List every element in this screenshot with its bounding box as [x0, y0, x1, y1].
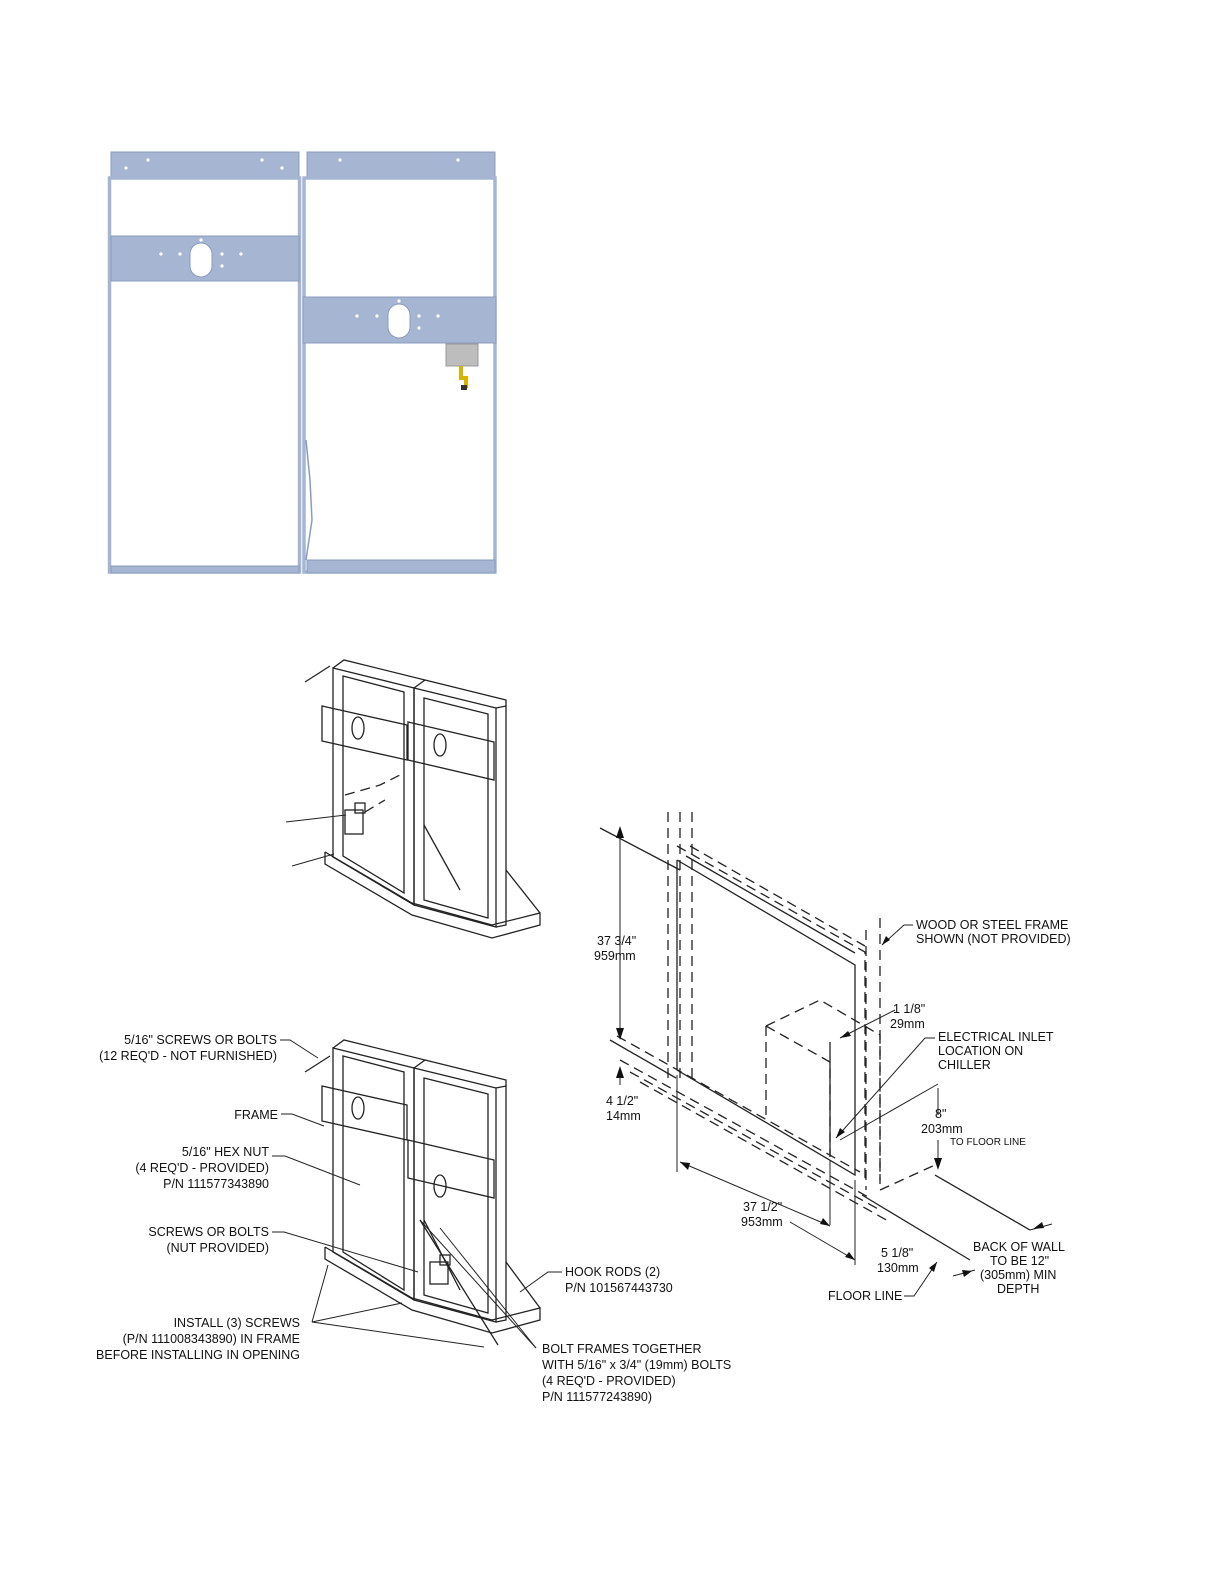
left-frame [110, 152, 300, 573]
hook-rods-pn-label: P/N 101567443730 [565, 1281, 673, 1295]
screws-nut-label: SCREWS OR BOLTS [148, 1225, 269, 1239]
bolt-size-label: WITH 5/16" x 3/4" (19mm) BOLTS [542, 1358, 732, 1372]
hex-nut-label: 5/16" HEX NUT [181, 1145, 269, 1159]
install-screws-label: INSTALL (3) SCREWS [173, 1316, 300, 1330]
floor-line-label: FLOOR LINE [828, 1289, 903, 1303]
wood-frame-label: WOOD OR STEEL FRAME [916, 918, 1069, 932]
chiller-unit [446, 344, 478, 366]
electrical-chiller-label: CHILLER [938, 1058, 991, 1072]
hook-rods-label: HOOK RODS (2) [565, 1265, 661, 1279]
gap-inch-label: 1 1/8" [893, 1002, 926, 1016]
rough-in-view [594, 812, 1071, 1303]
assembly-view-bottom [305, 1040, 540, 1345]
electrical-inlet-icon [461, 366, 466, 388]
width-inch-label: 37 1/2" [743, 1200, 783, 1214]
bolt-pn-label: P/N 111577243890) [542, 1390, 653, 1404]
screws-bolts-qty-label: (12 REQ'D - NOT FURNISHED) [99, 1049, 277, 1063]
bolt-frames-label: BOLT FRAMES TOGETHER [542, 1342, 702, 1356]
back-wall-depth-label: TO BE 12" [990, 1254, 1050, 1268]
height-inch-label: 37 3/4" [597, 934, 637, 948]
install-screws-pn-label: (P/N 111008343890) IN FRAME [122, 1332, 300, 1346]
electrical-location-label: LOCATION ON [938, 1044, 1024, 1058]
screws-nut-provided-label: (NUT PROVIDED) [166, 1241, 269, 1255]
right-frame [303, 152, 496, 573]
depth-inch-label: 5 1/8" [881, 1246, 914, 1260]
offset-inch-label: 4 1/2" [606, 1094, 639, 1108]
back-wall-label: BACK OF WALL [973, 1240, 1065, 1254]
offset-mm-label: 14mm [606, 1109, 641, 1123]
back-wall-depth-word-label: DEPTH [997, 1282, 1040, 1296]
back-wall-mm-label: (305mm) MIN [980, 1268, 1057, 1282]
screws-bolts-label: 5/16" SCREWS OR BOLTS [124, 1033, 277, 1047]
height-mm-label: 959mm [594, 949, 636, 963]
hex-nut-qty-label: (4 REQ'D - PROVIDED) [135, 1161, 269, 1175]
hex-nut-pn-label: P/N 111577343890 [163, 1177, 269, 1191]
bolt-qty-label: (4 REQ'D - PROVIDED) [542, 1374, 676, 1388]
front-elevation-view [110, 152, 497, 573]
frame-label: FRAME [234, 1108, 278, 1122]
electrical-inlet-label: ELECTRICAL INLET [938, 1030, 1054, 1044]
inlet-height-note-label: TO FLOOR LINE [950, 1137, 1026, 1148]
wood-frame-note-label: SHOWN (NOT PROVIDED) [916, 932, 1071, 946]
depth-mm-label: 130mm [877, 1261, 919, 1275]
inlet-height-mm-label: 203mm [921, 1122, 963, 1136]
install-screws-note-label: BEFORE INSTALLING IN OPENING [96, 1348, 300, 1362]
assembly-view-top [286, 660, 540, 938]
width-mm-label: 953mm [741, 1215, 783, 1229]
inlet-height-inch-label: 8" [935, 1107, 947, 1121]
gap-mm-label: 29mm [890, 1017, 925, 1031]
